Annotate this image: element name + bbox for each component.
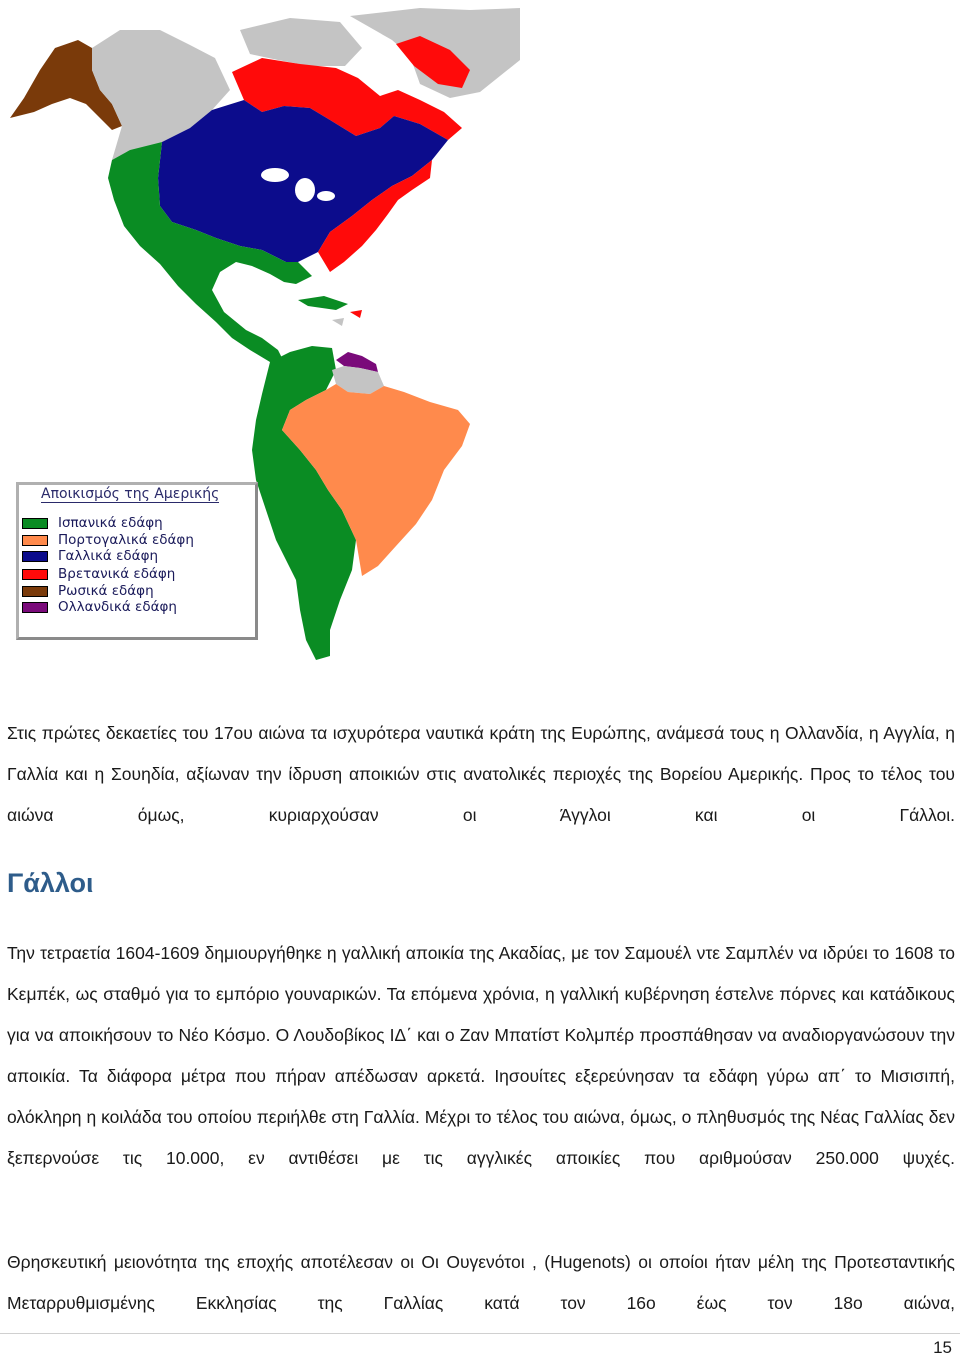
legend-swatch [22,602,48,613]
legend-swatch [22,518,48,529]
legend-item [22,599,177,615]
legend-swatch [22,551,48,562]
page-number: 15 [933,1338,952,1357]
unclaimed-arctic [240,18,362,66]
caribbean-islands [298,296,362,326]
legend-item [22,566,175,582]
legend-item [22,515,163,531]
footer-divider [0,1333,960,1334]
legend-label: Πορτογαλικά εδάφη [58,532,194,548]
legend-item [22,583,154,599]
legend-item [22,548,158,564]
legend-swatch [22,569,48,580]
legend-label: Ισπανικά εδάφη [58,515,163,531]
legend-label: Γαλλικά εδάφη [58,548,159,564]
legend-item [22,532,194,548]
intro-paragraph: Στις πρώτες δεκαετίες του 17ου αιώνα τα ισχυρότερα ναυτικά κράτη της Ευρώπης, ανάμεσά τους η Ολλανδία, η Αγγλία, η Γαλλία και η Σουηδία, αξίωναν την ίδρυση αποικιών στις ανατολικές περιοχές της Βορείου Αμερικής. Προς το τέλος του αιώνα όμως, κυριαρχούσαν οι Άγγλοι και οι Γάλλοι. [7,723,955,825]
legend-swatch [22,586,48,597]
body-paragraph: Την τετραετία 1604-1609 δημιουργήθηκε η γαλλική αποικία της Ακαδίας, με τον Σαμουέλ ντε Σαμπλέν να ιδρύει το 1608 το Κεμπέκ, ως σταθμό για το εμπόριο γουναρικών. Τα επόμενα χρόνια, η γαλλική κυβέρνηση έστελνε πόρνες και κατάδικους για να αποικήσουν το Νέο Κόσμο. Ο Λουδοβίκος ΙΔ΄ και ο Ζαν Μπατίστ Κολμπέρ προσπάθησαν να αναδιοργανώσουν την αποικία. Τα διάφορα μέτρα που πήραν απέδωσαν αρκετά. Ιησουίτες εξερεύνησαν τα εδάφη γύρω απ΄ το Μισισιπή, ολόκληρη η κοιλάδα του οποίου περιήλθε στη Γαλλία. Μέχρι το τέλος του αιώνα, όμως, ο πληθυσμός της Νέας Γαλλίας δεν ξεπερνούσε τις 10.000, εν αντιθέσει με τις αγγλικές αποικίες που αριθμούσαν 250.000 ψυχές. [7,943,955,1168]
legend-title: Αποικισμός της Αμερικής [41,486,220,502]
legend-swatch [22,535,48,546]
map-legend [16,482,258,640]
section-heading: Γάλλοι [7,868,94,898]
huguenots-paragraph: Θρησκευτική μειονότητα της εποχής αποτέλεσαν οι Οι Ουγενότοι , (Hugenots) οι οποίοι ήταν μέλη της Προτεσταντικής Μεταρρυθμισμένης Εκκλησίας της Γαλλίας κατά τον 16ο έως τον 18ο αιώνα, [7,1252,955,1313]
legend-label: Ολλανδικά εδάφη [58,599,177,615]
legend-label: Ρωσικά εδάφη [58,583,154,599]
legend-label: Βρετανικά εδάφη [58,566,176,582]
